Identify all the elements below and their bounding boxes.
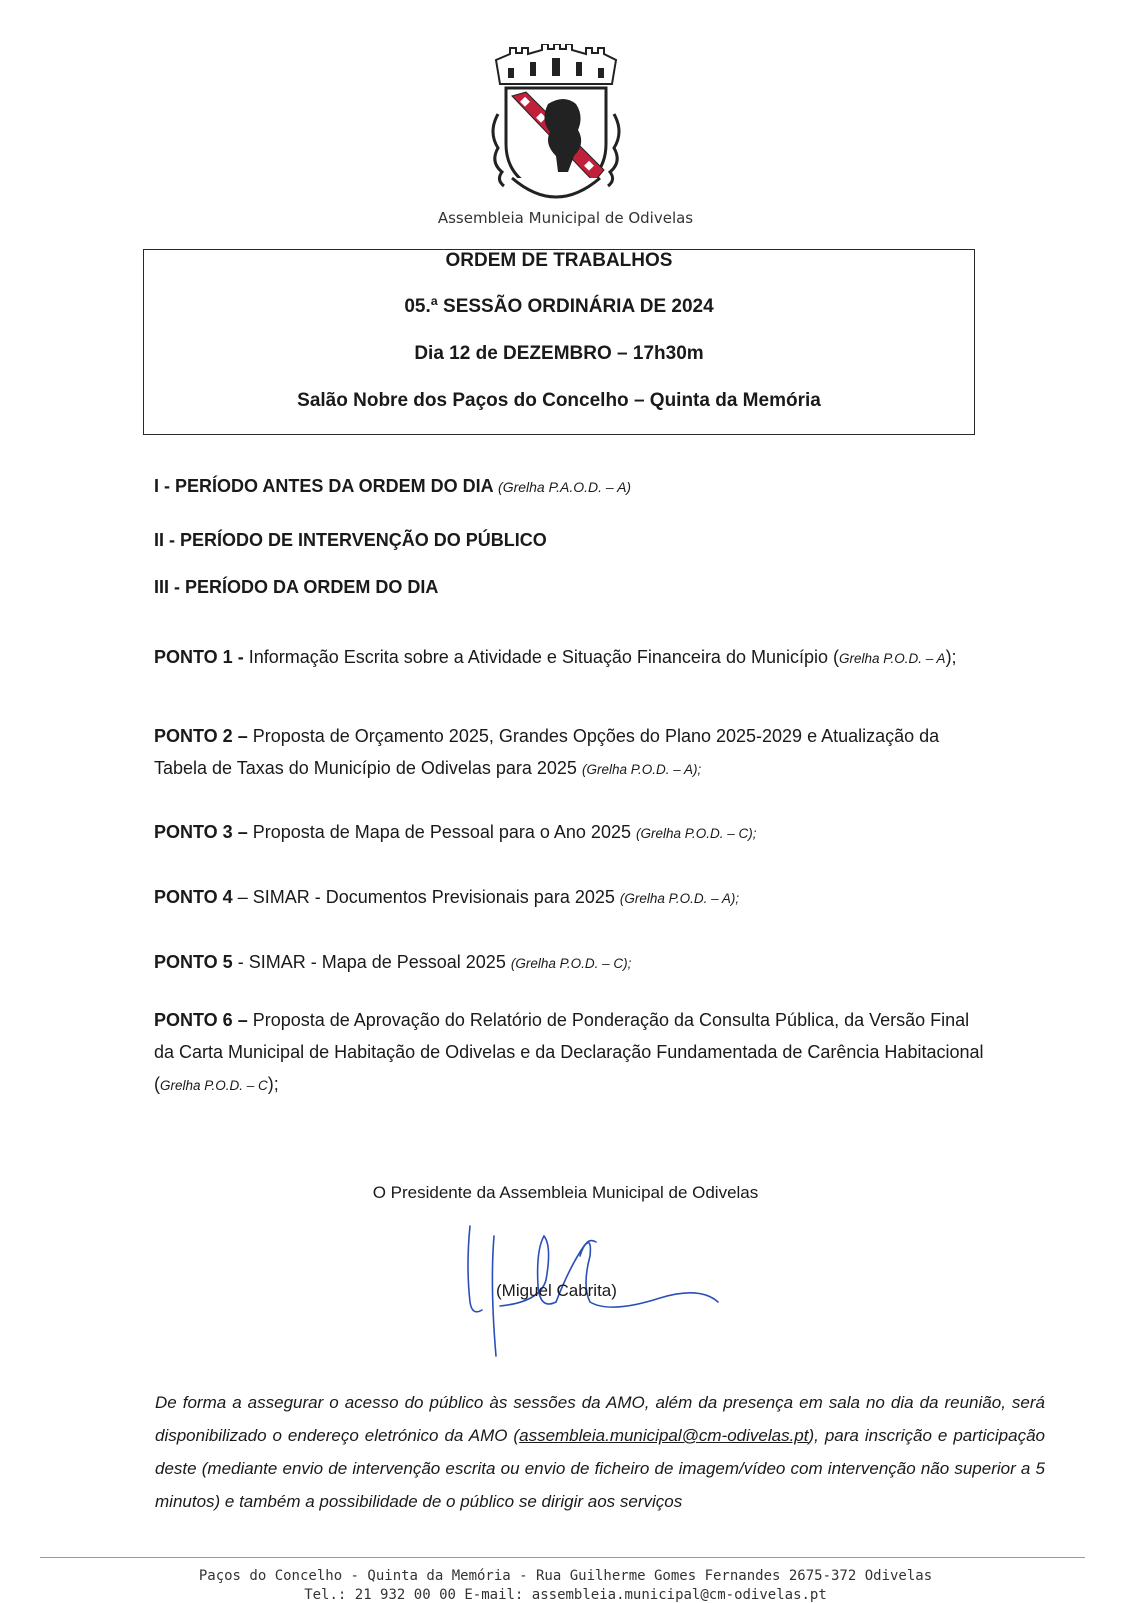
email-link[interactable]: assembleia.municipal@cm-odivelas.pt bbox=[519, 1426, 809, 1445]
header-box bbox=[143, 249, 975, 435]
ponto-text: Informação Escrita sobre a Atividade e Situação Financeira do Município ( bbox=[243, 647, 839, 667]
section-3 bbox=[154, 577, 438, 598]
ponto-4 bbox=[154, 881, 984, 915]
ponto-1 bbox=[154, 641, 984, 675]
ponto-5 bbox=[154, 946, 984, 980]
session-title: 05.ª SESSÃO ORDINÁRIA DE 2024 bbox=[404, 296, 714, 317]
ponto-grelha: Grelha P.O.D. – A bbox=[839, 651, 946, 666]
signature-name: (Miguel Cabrita) bbox=[496, 1281, 617, 1300]
access-note bbox=[155, 1386, 1045, 1518]
ponto-grelha: Grelha P.O.D. – C bbox=[160, 1078, 268, 1093]
ponto-grelha: (Grelha P.O.D. – C); bbox=[635, 826, 757, 841]
org-name: Assembleia Municipal de Odivelas bbox=[437, 209, 694, 227]
doc-title: ORDEM DE TRABALHOS bbox=[445, 250, 673, 271]
section-label: II - PERÍODO DE INTERVENÇÃO DO PÚBLICO bbox=[154, 530, 547, 550]
session-location: Salão Nobre dos Paços do Concelho – Quinta da Memória bbox=[297, 390, 821, 411]
ponto-grelha: (Grelha P.O.D. – A); bbox=[581, 762, 702, 777]
section-grelha: (Grelha P.A.O.D. – A) bbox=[498, 479, 632, 495]
section-label: I - PERÍODO ANTES DA ORDEM DO DIA bbox=[154, 476, 494, 496]
section-2 bbox=[154, 530, 547, 551]
ponto-text: – SIMAR - Documentos Previsionais para 2025 bbox=[232, 887, 620, 907]
ponto-tail: ); bbox=[945, 647, 957, 667]
footer-contact: Tel.: 21 932 00 00 E-mail: assembleia.municipal@cm-odivelas.pt bbox=[304, 1587, 827, 1603]
session-date: Dia 12 de DEZEMBRO – 17h30m bbox=[414, 343, 704, 364]
ponto-label: PONTO 4 bbox=[154, 887, 233, 907]
ponto-6 bbox=[154, 1004, 984, 1102]
municipal-crest-logo bbox=[486, 44, 626, 208]
ponto-grelha: (Grelha P.O.D. – C); bbox=[510, 956, 632, 971]
footer-address: Paços do Concelho - Quinta da Memória - Rua Guilherme Gomes Fernandes 2675-372 Odivelas bbox=[198, 1568, 933, 1584]
ponto-label: PONTO 1 - bbox=[154, 647, 244, 667]
ponto-2 bbox=[154, 720, 984, 786]
access-note-text: De forma a assegurar o acesso do público às sessões da AMO, além da presença em sala no dia da reunião, será disponibilizado o endereço eletrónico da AMO ( bbox=[155, 1393, 1045, 1445]
section-1 bbox=[154, 476, 631, 497]
ponto-text: - SIMAR - Mapa de Pessoal 2025 bbox=[232, 952, 511, 972]
signature-role: O Presidente da Assembleia Municipal de Odivelas bbox=[372, 1183, 759, 1202]
ponto-tail: ); bbox=[267, 1074, 279, 1094]
ponto-label: PONTO 5 bbox=[154, 952, 233, 972]
access-note-text-end: ), para inscrição e participação deste (mediante envio de intervenção escrita ou envio de ficheiro de imagem/vídeo com intervenção não superior a 5 minutos) e também a possibilidade de o público se dirigir aos serviços bbox=[155, 1426, 1045, 1511]
footer-divider bbox=[40, 1557, 1085, 1558]
section-label: III - PERÍODO DA ORDEM DO DIA bbox=[154, 577, 439, 597]
ponto-text: Proposta de Orçamento 2025, Grandes Opções do Plano 2025-2029 e Atualização da Tabela de Taxas do Município de Odivelas para 2025 bbox=[154, 726, 940, 778]
ponto-label: PONTO 3 – bbox=[154, 822, 248, 842]
ponto-text: Proposta de Mapa de Pessoal para o Ano 2025 bbox=[247, 822, 636, 842]
ponto-grelha: (Grelha P.O.D. – A); bbox=[619, 891, 740, 906]
ponto-3 bbox=[154, 816, 984, 850]
ponto-label: PONTO 2 – bbox=[154, 726, 248, 746]
ponto-text: Proposta de Aprovação do Relatório de Ponderação da Consulta Pública, da Versão Final da Carta Municipal de Habitação de Odivelas e da Declaração Fundamentada de Carência Habitacional ( bbox=[154, 1010, 984, 1094]
ponto-label: PONTO 6 – bbox=[154, 1010, 248, 1030]
